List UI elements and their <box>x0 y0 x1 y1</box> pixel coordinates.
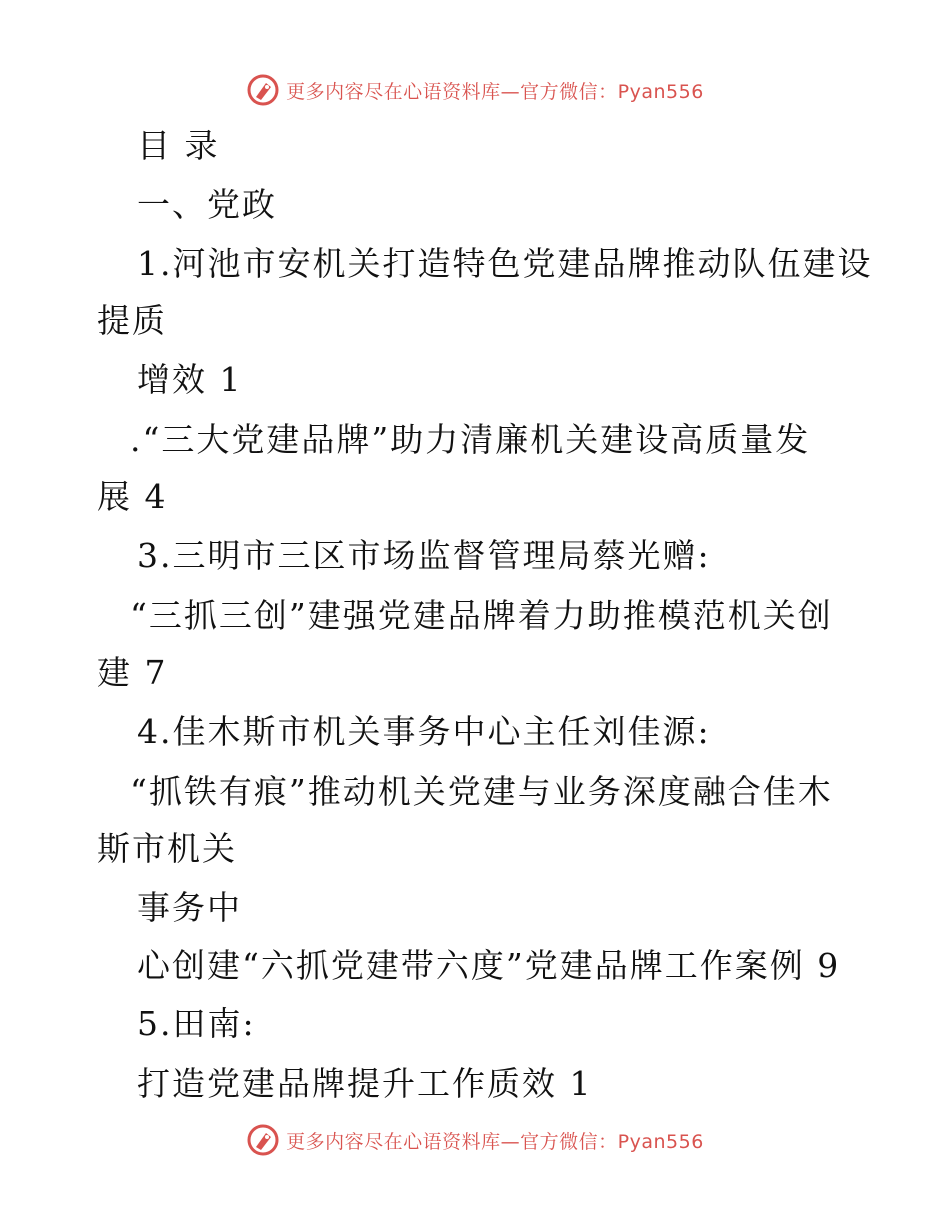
pen-nib-logo-icon <box>246 73 280 107</box>
toc-entry-line: 斯市机关 <box>97 829 237 868</box>
toc-entry-line: “抓铁有痕”推动机关党建与业务深度融合佳木 <box>130 772 833 811</box>
toc-entry-line: 事务中 <box>137 888 242 927</box>
pen-nib-logo-icon <box>246 1123 280 1157</box>
toc-title: 目 录 <box>137 126 220 165</box>
footer-watermark-text: 更多内容尽在心语资料库—官方微信：Pyan556 <box>286 1130 704 1153</box>
toc-entry-line: 展 4 <box>97 477 168 516</box>
toc-entry-line: 4.佳木斯市机关事务中心主任刘佳源: <box>137 712 711 751</box>
toc-entry-line: 增效 1 <box>137 360 243 399</box>
toc-entry-line: “三抓三创”建强党建品牌着力助推模范机关创 <box>130 596 833 635</box>
footer-watermark <box>0 1120 950 1160</box>
header-watermark <box>0 70 950 110</box>
toc-entry-line: 提质 <box>97 301 167 340</box>
toc-entry-line: .“三大党建品牌”助力清廉机关建设高质量发 <box>130 420 811 459</box>
toc-entry-line: 5.田南: <box>137 1004 256 1043</box>
toc-entry-line: 心创建“六抓党建带六度”党建品牌工作案例 9 <box>137 946 841 985</box>
toc-section-heading: 一、党政 <box>137 185 277 224</box>
header-watermark-text: 更多内容尽在心语资料库—官方微信：Pyan556 <box>286 80 704 103</box>
toc-entry-line: 打造党建品牌提升工作质效 1 <box>137 1064 593 1103</box>
toc-entry-line: 1.河池市安机关打造特色党建品牌推动队伍建设 <box>137 244 873 283</box>
toc-entry-line: 3.三明市三区市场监督管理局蔡光赠: <box>137 536 711 575</box>
toc-entry-line: 建 7 <box>97 653 168 692</box>
